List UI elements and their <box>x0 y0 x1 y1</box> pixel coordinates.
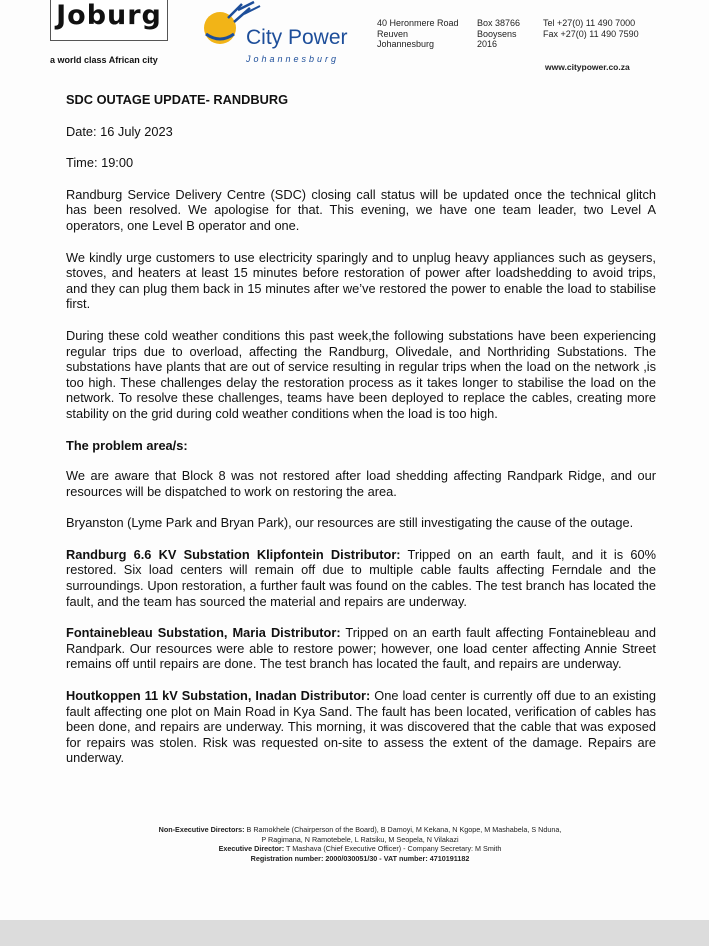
street-address <box>377 18 459 50</box>
document-date: Date: 16 July 2023 <box>66 123 173 139</box>
substation-name: Houtkoppen 11 kV Substation, Inadan Distributor: <box>66 688 371 704</box>
substation-name: Fontainebleau Substation, Maria Distributor: <box>66 625 341 641</box>
nonexec-names: B Ramokhele (Chairperson of the Board), B Damoyi, M Kekana, N Kgope, M Mashabela, S Nduna, <box>244 825 562 834</box>
paragraph-advice: We kindly urge customers to use electricity sparingly and to unplug heavy appliances such as geysers, stoves, and heaters at least 15 minutes before restoration of power after loadshedding to avoid trips, and they can plug them back in 15 minutes after we’ve restored the power to enable the load to stabilise first. <box>66 249 656 312</box>
registration-info: Registration number: 2000/030051/30 - VAT number: 4710191182 <box>250 853 470 863</box>
postal-line: 2016 <box>477 39 498 49</box>
exec-label: Executive Director: <box>218 844 285 854</box>
paragraph-cold-weather: During these cold weather conditions this past week,the following substations have been experiencing regular trips due to overload, affecting the Randburg, Olivedale, and Northriding Substations. The substations have plants that are out of service resulting in regular trips when the load on the network ,is too high. These challenges delay the restoration process as it takes longer to stabilise the load on the network. To resolve these challenges, teams have been deployed to replace the cables, creating more stability on the grid during cold weather conditions when the load is too high. <box>66 327 656 421</box>
address-line: 40 Heronmere Road <box>377 18 459 28</box>
paragraph-bryanston: Bryanston (Lyme Park and Bryan Park), our resources are still investigating the cause of the outage. <box>66 515 634 531</box>
contact-numbers <box>543 18 639 39</box>
city-power-subtitle: Johannesburg <box>246 54 340 64</box>
postal-line: Box 38766 <box>477 18 521 28</box>
joburg-logo-box <box>50 0 168 41</box>
nonexec-names-continued: P Ragimana, N Ramotebele, L Ratsiku, M Seopela, N Vilakazi <box>261 834 459 844</box>
document-title: SDC OUTAGE UPDATE- RANDBURG <box>66 92 289 107</box>
letter-body <box>66 92 656 782</box>
postal-address <box>477 18 520 50</box>
document-time: Time: 19:00 <box>66 155 134 171</box>
paragraph-status: Randburg Service Delivery Centre (SDC) closing call status will be updated once the technical glitch has been resolved. We apologise for that. This evening, we have one team leader, two Level A operators, one Level B operator and one. <box>66 186 656 233</box>
fax: Fax +27(0) 11 490 7590 <box>543 28 639 39</box>
website-link[interactable]: www.citypower.co.za <box>545 62 630 72</box>
substation-details: Tripped on an earth fault, and it is 60% restored. Six load centers will remain off due to multiple cable faults affecting Ferndale and the surroundings. Upon restoration, a further fault was found on the cables. The test branch has located the fault, and the team has sourced the material and repairs are underway. <box>66 546 656 609</box>
exec-names: T Mashava (Chief Executive Officer) - Company Secretary: M Smith <box>284 844 502 854</box>
address-line: Johannesburg <box>377 39 435 49</box>
page-bottom-edge <box>0 920 709 946</box>
problem-areas-heading: The problem area/s: <box>66 437 188 453</box>
city-power-name: City Power <box>246 26 348 49</box>
address-line: Reuven <box>377 28 409 39</box>
joburg-logo: Joburg <box>56 0 162 31</box>
substation-details: Tripped on an earth fault affecting Fontainebleau and Randpark. Our resources were able to restore power; however, one load center affecting Annie Street remains off until repairs are done. The test branch has located the fault, and repairs are underway. <box>66 625 656 672</box>
telephone: Tel +27(0) 11 490 7000 <box>543 18 636 28</box>
substation-houtkoppen <box>66 688 656 766</box>
substation-name: Randburg 6.6 KV Substation Klipfontein Distributor: <box>66 546 401 562</box>
substation-details: One load center is currently off due to an existing fault affecting one plot on Main Road in Kya Sand. The fault has been located, verification of cables has been done, and repairs are underway. This morning, it was discovered that the cable that was exposed for repairs was stolen. Risk was requested on-site to assess the extent of the damage. Repairs are underway. <box>66 688 656 766</box>
company-footer <box>100 825 620 863</box>
paragraph-block-8: We are aware that Block 8 was not restored after load shedding affecting Randpark Ridge, and our resources will be dispatched to work on restoring the area. <box>66 468 656 499</box>
joburg-tagline: a world class African city <box>50 55 158 65</box>
substation-fontainebleau <box>66 625 656 672</box>
postal-line: Booysens <box>477 28 517 39</box>
nonexec-label: Non-Executive Directors: <box>158 825 245 834</box>
substation-randburg <box>66 547 656 609</box>
